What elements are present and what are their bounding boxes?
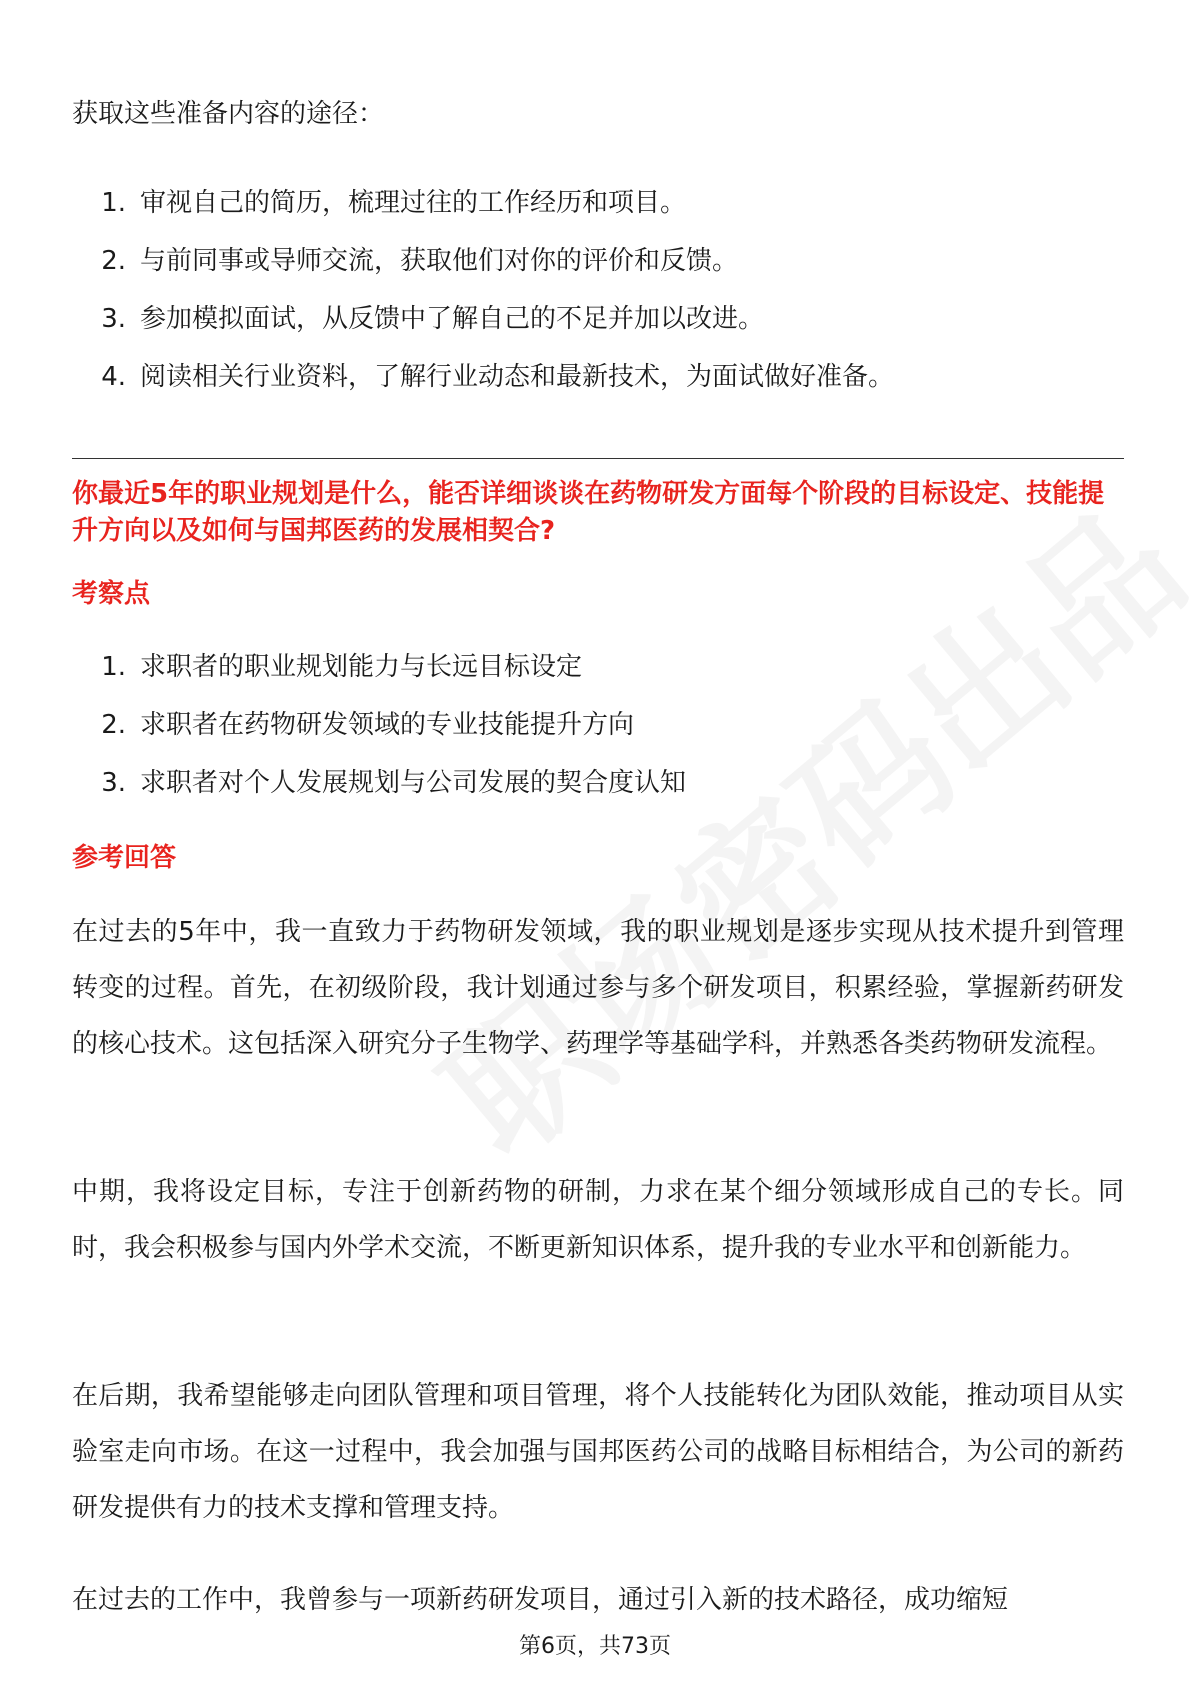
interview-question: 你最近5年的职业规划是什么，能否详细谈谈在药物研发方面每个阶段的目标设定、技能提升方向以及如何与国邦医药的发展相契合? bbox=[72, 479, 1105, 546]
preparation-list bbox=[72, 174, 1124, 406]
answer-paragraph: 在过去的工作中，我曾参与一项新药研发项目，通过引入新的技术路径，成功缩短 bbox=[72, 1585, 1009, 1615]
list-item: 3. 参加模拟面试，从反馈中了解自己的不足并加以改进。 bbox=[101, 304, 765, 334]
answer-paragraph: 在过去的5年中，我一直致力于药物研发领域，我的职业规划是逐步实现从技术提升到管理转变的过程。首先，在初级阶段，我计划通过参与多个研发项目，积累经验，掌握新药研发的核心技术。这包括深入研究分子生物学、药理学等基础学科，并熟悉各类药物研发流程。 bbox=[72, 917, 1124, 1059]
assessment-list bbox=[72, 638, 1124, 812]
answer-paragraph: 在后期，我希望能够走向团队管理和项目管理，将个人技能转化为团队效能，推动项目从实验室走向市场。在这一过程中，我会加强与国邦医药公司的战略目标相结合，为公司的新药研发提供有力的技术支撑和管理支持。 bbox=[72, 1381, 1124, 1523]
list-item: 4. 阅读相关行业资料，了解行业动态和最新技术，为面试做好准备。 bbox=[101, 362, 895, 392]
heading-assessment-points: 考察点 bbox=[72, 579, 151, 609]
list-item: 3. 求职者对个人发展规划与公司发展的契合度认知 bbox=[101, 768, 687, 798]
list-item: 1. 审视自己的简历，梳理过往的工作经历和项目。 bbox=[101, 188, 687, 218]
answer-paragraph: 中期，我将设定目标，专注于创新药物的研制，力求在某个细分领域形成自己的专长。同时，我会积极参与国内外学术交流，不断更新知识体系，提升我的专业水平和创新能力。 bbox=[72, 1177, 1124, 1263]
intro-text: 获取这些准备内容的途径： bbox=[72, 99, 385, 129]
list-item: 2. 求职者在药物研发领域的专业技能提升方向 bbox=[101, 710, 635, 740]
heading-reference-answer: 参考回答 bbox=[72, 843, 177, 873]
section-divider bbox=[72, 458, 1124, 459]
page-number-footer: 第6页，共73页 bbox=[519, 1634, 671, 1659]
list-item: 1. 求职者的职业规划能力与长远目标设定 bbox=[101, 652, 583, 682]
list-item: 2. 与前同事或导师交流，获取他们对你的评价和反馈。 bbox=[101, 246, 739, 276]
